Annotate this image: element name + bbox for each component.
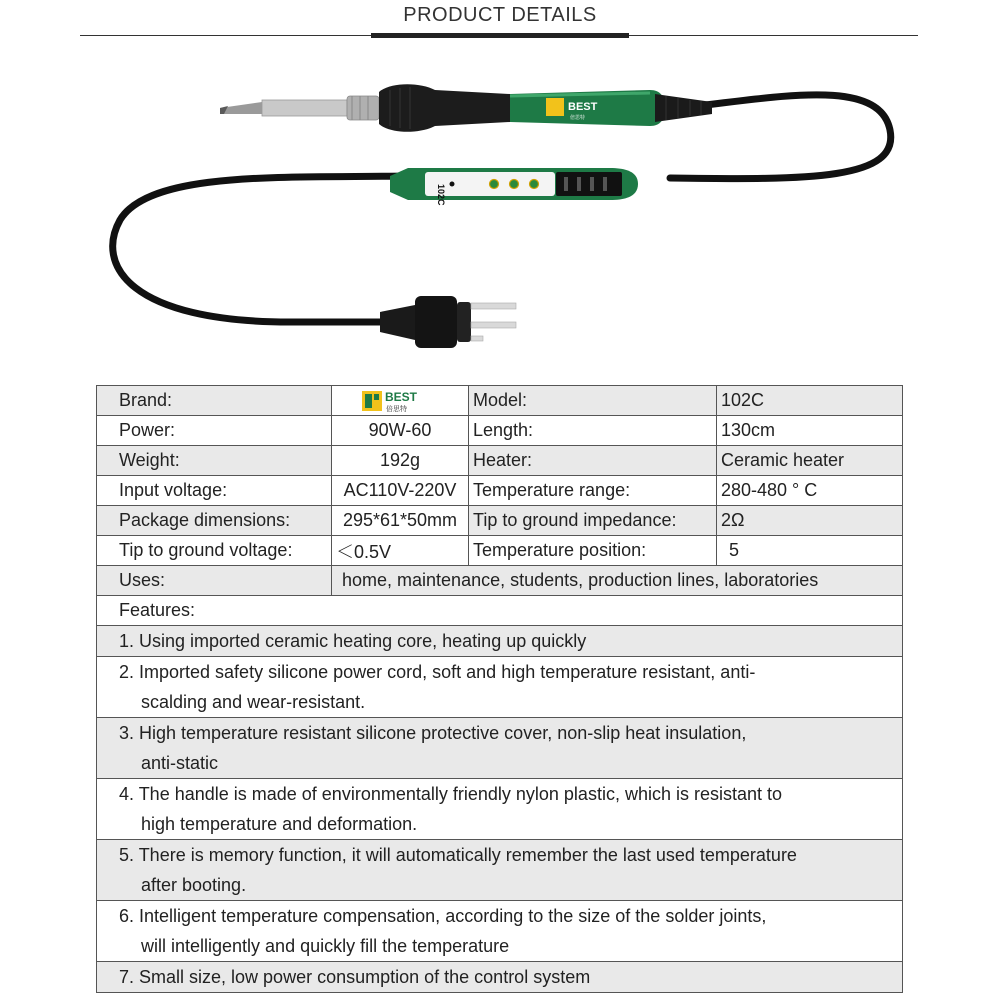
tgv-label: Tip to ground voltage:: [97, 536, 332, 566]
controller-model: 102C: [436, 184, 446, 206]
spec-row-power: [97, 416, 903, 446]
feature-item: [97, 779, 903, 840]
feature-6-line-2: will intelligently and quickly fill the temperature: [141, 936, 510, 956]
feature-3-line-2: anti-static: [141, 753, 219, 773]
feature-item: [97, 657, 903, 718]
feature-2-line-1: 2. Imported safety silicone power cord, soft and high temperature resistant, anti-: [119, 662, 756, 682]
spec-row-package: [97, 506, 903, 536]
temp-position-label: Temperature position:: [469, 536, 717, 566]
spec-row-weight: [97, 446, 903, 476]
uses-label: Uses:: [97, 566, 332, 596]
tgv-value: ＜0.5V: [332, 536, 469, 566]
package-value: 295*61*50mm: [332, 506, 469, 536]
iron-tip: [220, 96, 379, 120]
model-value: 102C: [717, 386, 903, 416]
spec-table: [96, 385, 903, 993]
feature-4-line-1: 4. The handle is made of environmentally friendly nylon plastic, which is resistant to: [119, 784, 783, 804]
handle-brand-cn: 倍思特: [570, 115, 586, 121]
feature-7-line-1: 7. Small size, low power consumption of the control system: [119, 967, 591, 987]
length-label: Length:: [469, 416, 717, 446]
strain-relief: [655, 94, 712, 122]
handle-brand-text: BEST: [568, 101, 598, 113]
power-plug: [380, 296, 516, 348]
feature-5-line-1: 5. There is memory function, it will automatically remember the last used temperature: [119, 845, 797, 865]
plug-cord: [113, 176, 408, 322]
impedance-value: 2Ω: [717, 506, 903, 536]
input-voltage-label: Input voltage:: [97, 476, 332, 506]
feature-5-line-2: after booting.: [141, 875, 247, 895]
spec-row-uses: [97, 566, 903, 596]
package-label: Package dimensions:: [97, 506, 332, 536]
feature-item: [97, 626, 903, 657]
temp-range-value: 280-480 ° C: [717, 476, 903, 506]
uses-value: home, maintenance, students, production lines, laboratories: [332, 566, 903, 596]
impedance-label: Tip to ground impedance:: [469, 506, 717, 536]
soldering-iron-image: [90, 60, 930, 380]
power-value: 90W-60: [332, 416, 469, 446]
input-voltage-value: AC110V-220V: [332, 476, 469, 506]
heater-label: Heater:: [469, 446, 717, 476]
brand-logo-text: BEST: [385, 389, 418, 404]
iron-grip: [379, 84, 510, 132]
feature-item: [97, 840, 903, 901]
features-label: Features:: [97, 596, 903, 626]
model-label: Model:: [469, 386, 717, 416]
temp-position-value: 5: [717, 536, 903, 566]
temperature-controller: [390, 168, 638, 206]
weight-value: 192g: [332, 446, 469, 476]
brand-logo-cn: 倍思特: [386, 405, 407, 413]
length-value: 130cm: [717, 416, 903, 446]
brand-logo: [332, 386, 469, 416]
feature-3-line-1: 3. High temperature resistant silicone protective cover, non-slip heat insulation,: [119, 723, 747, 743]
brand-label: Brand:: [97, 386, 332, 416]
weight-label: Weight:: [97, 446, 332, 476]
feature-item: [97, 901, 903, 962]
feature-2-line-2: scalding and wear-resistant.: [141, 692, 366, 712]
spec-row-features: [97, 596, 903, 626]
temp-range-label: Temperature range:: [469, 476, 717, 506]
title-underline-bar: [371, 33, 629, 38]
feature-1-line-1: 1. Using imported ceramic heating core, heating up quickly: [119, 631, 587, 651]
feature-4-line-2: high temperature and deformation.: [141, 814, 418, 834]
heater-value: Ceramic heater: [717, 446, 903, 476]
page-title: PRODUCT DETAILS: [403, 4, 597, 26]
feature-item: [97, 718, 903, 779]
power-label: Power:: [97, 416, 332, 446]
spec-row-voltage: [97, 476, 903, 506]
feature-item: [97, 962, 903, 993]
spec-row-brand: [97, 386, 903, 416]
spec-row-tgv: [97, 536, 903, 566]
feature-6-line-1: 6. Intelligent temperature compensation, according to the size of the solder joints,: [119, 906, 767, 926]
